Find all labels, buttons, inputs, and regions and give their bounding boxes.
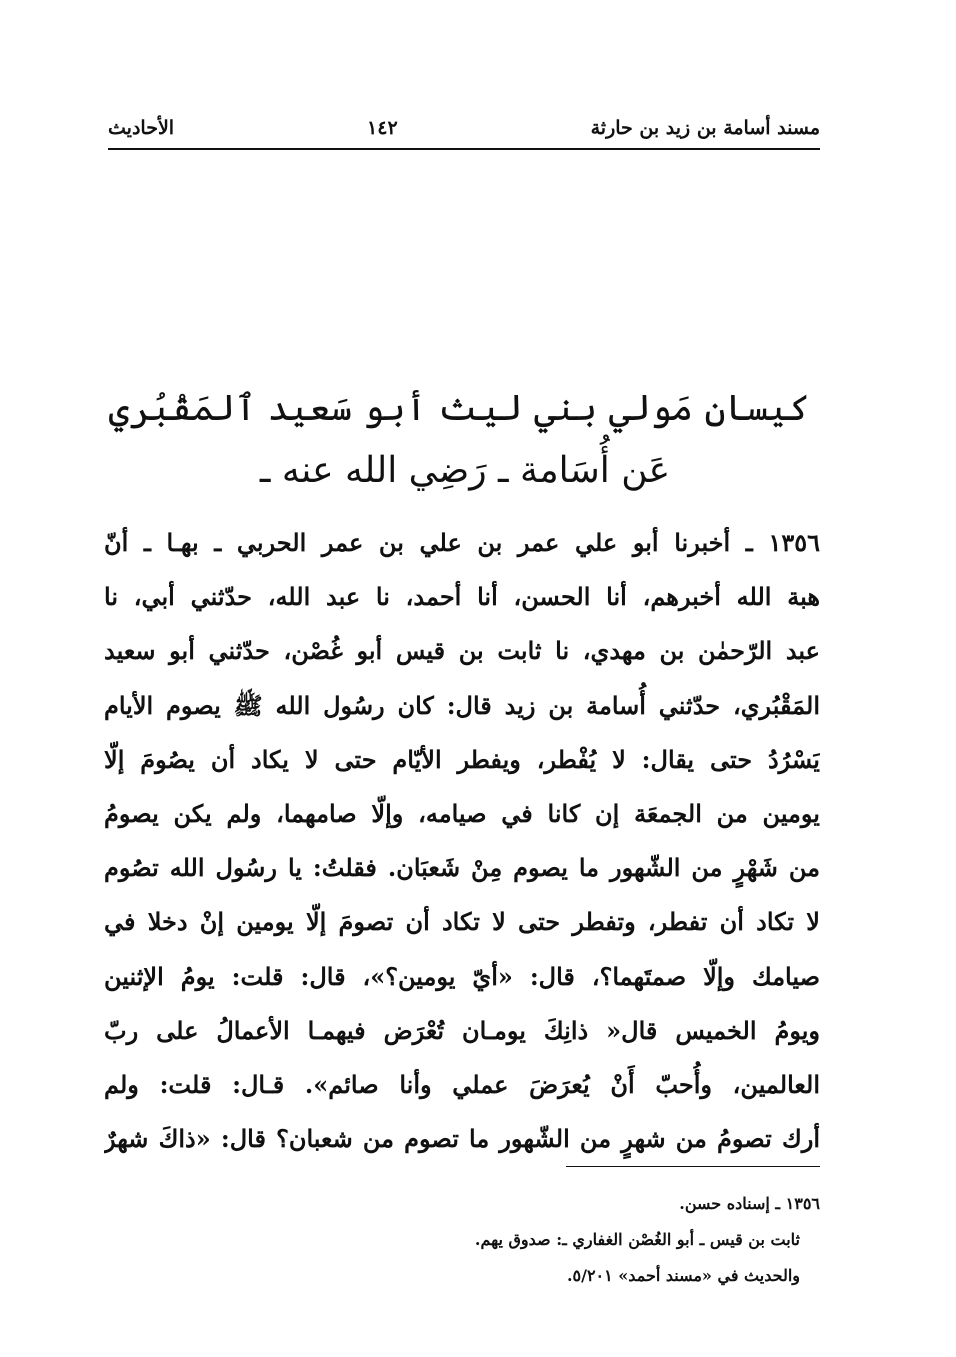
- hadith-line: أرك تصومُ من شهرٍ من الشّهور ما تصوم من شعبان؟ قال: «ذاكَ شهرٌ: [104, 1124, 820, 1154]
- hadith-line: يومين من الجمعَة إن كانا في صيامه، وإلّا صامهما، ولم يكن يصومُ: [104, 798, 820, 828]
- hadith-line: من شَهْرٍ من الشّهور ما يصوم مِنْ شَعبَان. فقلتُ: يا رسُول الله تصُوم: [104, 853, 820, 883]
- page-number: ١٤٢: [367, 117, 398, 139]
- hadith-line: ويومُ الخميس قال« ذانِكَ يومـان تُعْرَض فيهمـا الأعمالُ على ربّ: [104, 1015, 820, 1045]
- header-section-title: الأحاديث: [108, 117, 175, 139]
- hadith-line: العالمين، وأُحبّ أَنْ يُعرَضَ عملي وأنا صائم». قـال: قلت: ولم: [104, 1069, 820, 1099]
- footnotes: [280, 1186, 820, 1294]
- hadith-line: لا تكاد أن تفطر، وتفطر حتى لا تكاد أن تصومَ إلّا يومين إنْ دخلا في: [104, 907, 820, 937]
- footnote-grading: ١٣٥٦ ـ إسناده حسن.: [679, 1194, 820, 1213]
- chapter-title-line-2: عَن أُسَامة ـ رَضِي الله عنه ـ: [259, 450, 671, 491]
- hadith-line: هبة الله أخبرهم، أنا الحسن، أنا أحمد، نا عبد الله، حدّثني أبي، نا: [104, 582, 820, 612]
- hadith-line: يَسْرُدُ حتى يقال: لا يُفْطر، ويفطر الأيّام حتى لا يكاد أن يصُومَ إلّا: [104, 744, 820, 774]
- chapter-title-line-1: كيسان مَولي بني ليث أبو سَعيد ٱلمَقْبُري: [108, 388, 810, 429]
- hadith-line: المَقْبُري، حدّثني أُسامة بن زيد قال: كان رسُول الله ﷺ يصوم الأيام: [104, 690, 820, 720]
- footnote-narrator: ثابت بن قيس ـ أبو الغُصْن الغفاري ـ: صدوق يهم.: [474, 1230, 800, 1249]
- running-header: [108, 108, 820, 148]
- footnote-source: والحديث في «مسند أحمد» ٥/٢٠١.: [566, 1266, 800, 1285]
- footnote-rule: [566, 1166, 820, 1167]
- hadith-text: [104, 516, 820, 1166]
- header-rule: [108, 148, 820, 150]
- hadith-line: عبد الرّحمٰن بن مهدي، نا ثابت بن قيس أبو غُصْن، حدّثني أبو سعيد: [104, 636, 820, 666]
- hadith-line: ١٣٥٦ ـ أخبرنا أبو علي عمر بن علي بن عمر الحربي ـ بهـا ـ أنّ: [104, 528, 820, 557]
- hadith-line: صيامك وإلّا صمتَهما؟، قال: «أيّ يومين؟»، قال: قلت: يومُ الإثنين: [104, 961, 820, 991]
- chapter-title: [108, 378, 810, 502]
- header-book-title: مسند أسامة بن زيد بن حارثة: [590, 117, 820, 139]
